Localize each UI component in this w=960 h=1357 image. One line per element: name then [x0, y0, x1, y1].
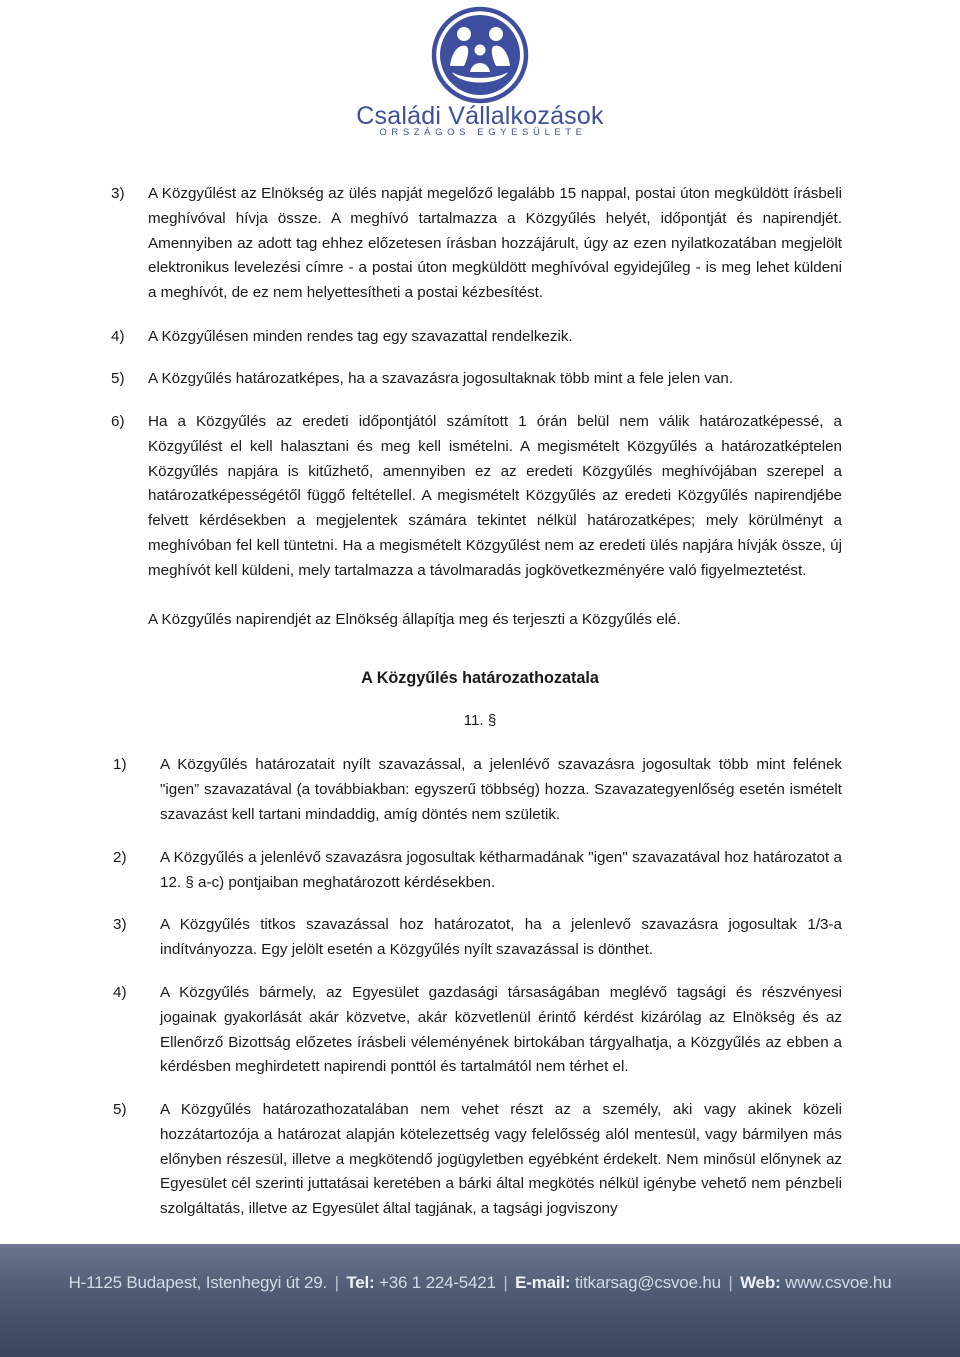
footer-separator: | [728, 1273, 733, 1292]
item-number: 3) [113, 916, 127, 933]
paragraph-3 [111, 182, 842, 306]
footer-tel: +36 1 224-5421 [379, 1273, 496, 1292]
section-item-1 [113, 753, 842, 827]
item-number: 1) [113, 756, 127, 773]
item-text: A Közgyűlés a jelenlévő szavazásra jogosultak kétharmadának "igen" szavazatával hoz határozatot a 12. § a-c) pontjaiban meghatározott kérdésekben. [160, 849, 842, 891]
item-number: 2) [113, 849, 127, 866]
footer-separator: | [334, 1273, 339, 1292]
section-number: 11. § [463, 712, 497, 729]
paragraph-text: A Közgyűlésen minden rendes tag egy szavazattal rendelkezik. [148, 328, 573, 345]
paragraph-number: 4) [111, 328, 125, 345]
item-text: A Közgyűlés titkos szavazással hoz határozatot, ha a jelenlevő szavazásra jogosultak 1/3-a indítványozza. Egy jelölt esetén a Közgyűlés nyílt szavazással is dönthet. [160, 916, 842, 958]
section-item-3 [113, 913, 842, 963]
paragraph-text: A Közgyűlést az Elnökség az ülés napját megelőző legalább 15 nappal, postai úton megküldött írásbeli meghívóval hívja össze. A meghívó tartalmazza a Közgyűlés helyét, időpontját és napirendjét. Amennyiben az adott tag ehhez előzetesen írásban hozzájárult, úgy az ezen nyilatkozatában megjelölt elektronikus levelezési címre - a postai úton megküldött meghívóval egyidejűleg - is meg lehet küldeni a meghívót, de ez nem helyettesítheti a postai kézbesítést. [148, 185, 842, 302]
paragraph-text: Ha a Közgyűlés az eredeti időpontjától számított 1 órán belül nem válik határozatképessé, a Közgyűlést el kell halasztani és meg kell ismételni. A megismételt Közgyűlés a határozatképtelen Közgyűlés napjára is kitűzhető, amennyiben ez az eredeti Közgyűlés meghívójában szerepel a határozatképességétől függő feltétellel. A megismételt Közgyűlés az eredeti Közgyűlés napirendjébe felvett kérdésekben a megjelentek számára tekintet nélkül határozatképes; mely körülményt a meghívóban fel kell tüntetni. Ha a megismételt Közgyűlést nem az eredeti ülés napjára hívják össze, új meghívót kell küldeni, mely tartalmazza a távolmaradás jogkövetkezményére való figyelmeztetést. [148, 413, 842, 579]
section-item-4 [113, 981, 842, 1080]
item-number: 5) [113, 1101, 127, 1118]
footer-web-label: Web: [740, 1273, 781, 1292]
item-text: A Közgyűlés bármely, az Egyesület gazdasági társaságában meglévő tagsági és részvényesi jogainak gyakorlását akár közvetve, akár közvetlenül érintő kérdést kizárólag az Elnökség és az Ellenőrző Bizottság előzetes írásbeli véleményének birtokában tárgyalhatja, a Közgyűlés az ebben a kérdésben meghirdetett napirendi ponttól és tartalmától nem térhet el. [160, 984, 842, 1076]
section-item-5 [113, 1098, 842, 1222]
paragraph-number: 5) [111, 370, 125, 387]
footer-address: H-1125 Budapest, Istenhegyi út 29. [68, 1273, 328, 1292]
header-logo [0, 0, 960, 150]
item-number: 4) [113, 984, 127, 1001]
paragraph-text: A Közgyűlés napirendjét az Elnökség állapítja meg és terjeszti a Közgyűlés elé. [148, 611, 681, 628]
org-name: Családi Vállalkozások [356, 102, 604, 130]
paragraph-number: 3) [111, 185, 125, 202]
paragraph-5 [111, 367, 842, 392]
family-logo-icon [428, 6, 532, 104]
paragraph-text: A Közgyűlés határozatképes, ha a szavazásra jogosultaknak több mint a fele jelen van. [148, 370, 734, 387]
footer-email: titkarsag@csvoe.hu [574, 1273, 721, 1292]
footer-bar [0, 1244, 960, 1357]
footer-contact [0, 1273, 960, 1293]
paragraph-6 [111, 410, 842, 584]
item-text: A Közgyűlés határozatait nyílt szavazással, a jelenlévő szavazásra jogosultak több mint felének "igen” szavazatával (a továbbiakban: egyszerű többség) hozza. Szavazategyenlőség esetén ismételt szavazást kell tartani mindaddig, amíg döntés nem születik. [160, 756, 842, 823]
item-text: A Közgyűlés határozathozatalában nem vehet részt az a személy, aki vagy akinek közeli hozzátartozója a határozat alapján kötelezettség vagy felelősség alól mentesül, vagy bármilyen más előnyben részesül, illetve a megkötendő jogügyletben egyébként érdekelt. Nem minősül előnynek az Egyesület cél szerinti juttatásai keretében a bárki által megkötés nélkül igénybe vehető nem pénzbeli szolgáltatás, illetve az Egyesület által tagjának, a tagsági jogviszony [160, 1101, 842, 1218]
paragraph-number: 6) [111, 413, 125, 430]
footer-separator: | [503, 1273, 508, 1292]
section-heading: A Közgyűlés határozathozatala [361, 669, 599, 687]
section-item-2 [113, 846, 842, 896]
footer-tel-label: Tel: [346, 1273, 375, 1292]
paragraph-4 [111, 325, 842, 350]
org-subtitle: ORSZÁGOS EGYESÜLETE [379, 127, 587, 138]
paragraph-6-continued [148, 608, 842, 633]
footer-web: www.csvoe.hu [785, 1273, 892, 1292]
footer-email-label: E-mail: [515, 1273, 571, 1292]
